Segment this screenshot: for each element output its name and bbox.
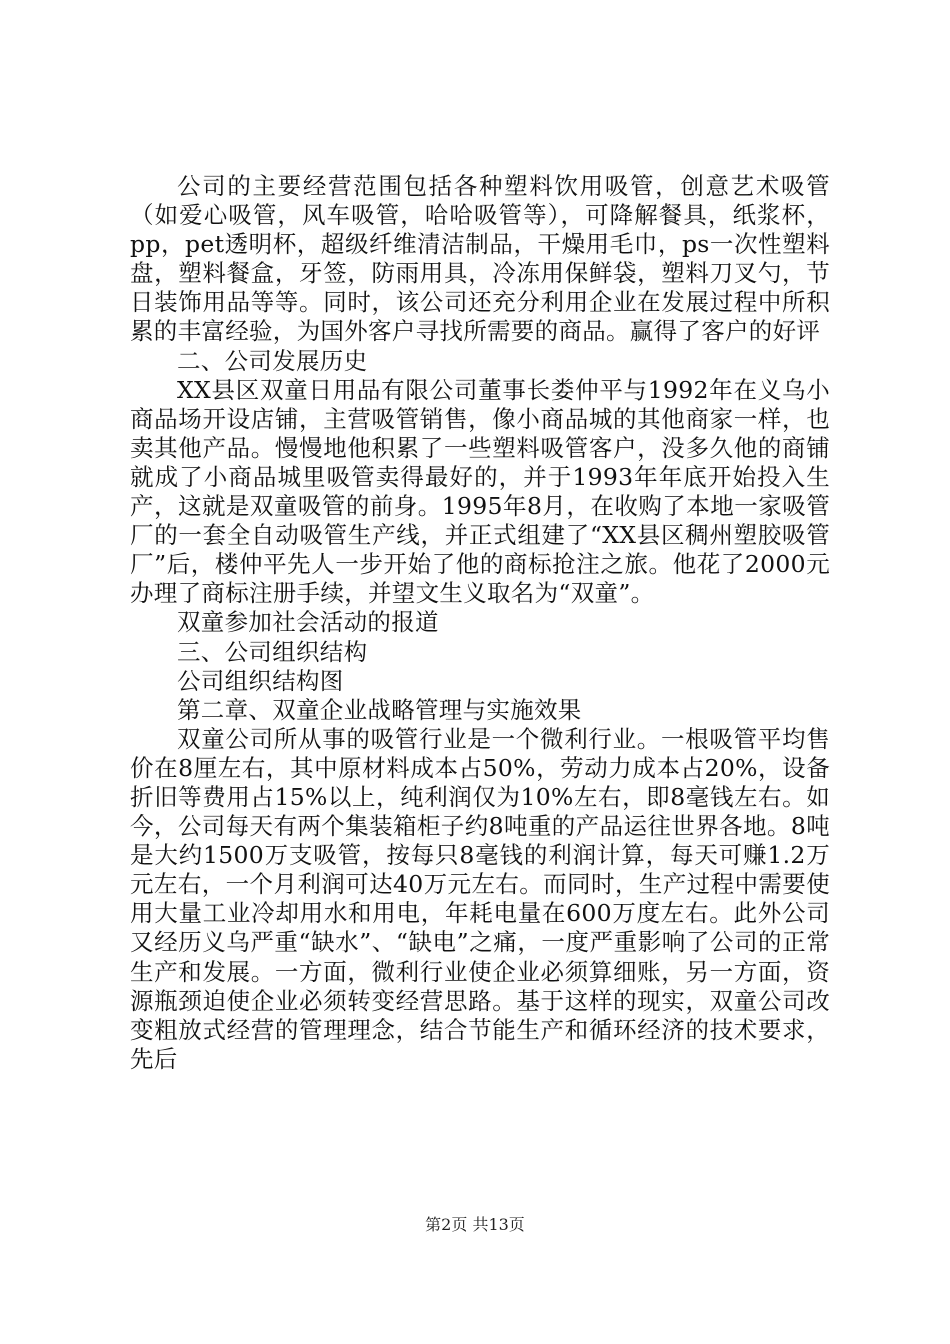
heading-org-structure: 三、公司组织结构 bbox=[177, 637, 368, 666]
paragraph-company-history: XX县区双童日用品有限公司董事长娄仲平与1992年在义乌小商品场开设店铺，主营吸管销售，像小商品城的其他商家一样，也卖其他产品。慢慢地他积累了一些塑料吸管客户，没多久他的商铺就成了小商品城里吸管卖得最好的，并于1993年年底开始投入生产，这就是双童吸管的前身。1995年8月，在收购了本地一家吸管厂的一套全自动吸管生产线，并正式组建了“XX县区稠州塑胶吸管厂”后，楼仲平先人一步开始了他的商标抢注之旅。他花了2000元办理了商标注册手续，并望文生义取名为“双童”。 bbox=[130, 375, 830, 608]
line-social-activities: 双童参加社会活动的报道 bbox=[177, 608, 439, 637]
document-body bbox=[130, 172, 830, 1074]
heading-company-history: 二、公司发展历史 bbox=[177, 346, 368, 375]
heading-chapter-two: 第二章、双童企业战略管理与实施效果 bbox=[177, 695, 582, 724]
paragraph-strategy: 双童公司所从事的吸管行业是一个微利行业。一根吸管平均售价在8厘左右，其中原材料成本占50%，劳动力成本占20%，设备折旧等费用占15%以上，纯利润仅为10%左右，即8毫钱左右。如今，公司每天有两个集装箱柜子约8吨重的产品运往世界各地。8吨是大约1500万支吸管，按每只8毫钱的利润计算，每天可赚1.2万元左右，一个月利润可达40万元左右。而同时，生产过程中需要使用大量工业冷却用水和用电，年耗电量在600万度左右。此外公司又经历义乌严重“缺水”、“缺电”之痛，一度严重影响了公司的正常生产和发展。一方面，微利行业使企业必须算细账，另一方面，资源瓶颈迫使企业必须转变经营思路。基于这样的现实，双童公司改变粗放式经营的管理理念，结合节能生产和循环经济的技术要求，先后 bbox=[130, 724, 830, 1073]
paragraph-business-scope: 公司的主要经营范围包括各种塑料饮用吸管，创意艺术吸管（如爱心吸管，风车吸管，哈哈吸管等），可降解餐具，纸浆杯，pp，pet透明杯，超级纤维清洁制品，干燥用毛巾，ps一次性塑料盘，塑料餐盒，牙签，防雨用具，冷冻用保鲜袋，塑料刀叉勺，节日装饰用品等等。同时，该公司还充分利用企业在发展过程中所积累的丰富经验，为国外客户寻找所需要的商品。赢得了客户的好评 bbox=[130, 172, 830, 346]
page-footer: 第2页 共13页 bbox=[425, 1215, 525, 1234]
line-org-chart: 公司组织结构图 bbox=[177, 666, 344, 695]
